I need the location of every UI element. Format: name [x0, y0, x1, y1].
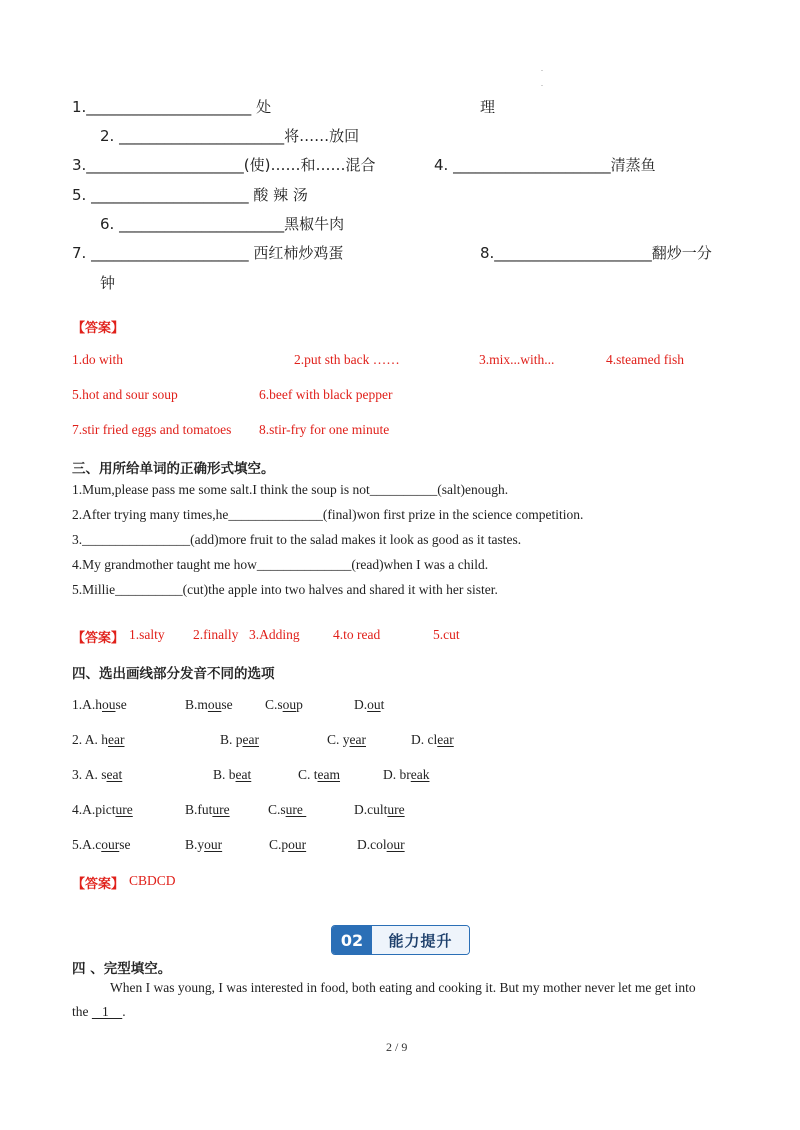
underlined-letters: ou — [102, 697, 116, 712]
fill-in-item: 3.________________(add)more fruit to the salad makes it look as good as it tastes. — [72, 532, 522, 547]
underlined-letters: ear — [108, 732, 125, 747]
vocab-answer: 5.hot and sour soup — [72, 387, 178, 402]
vocab-item-8: 8._____________________翻炒一分 — [480, 244, 712, 262]
vocab-answer: 8.stir-fry for one minute — [259, 422, 390, 437]
fill-in-answer: 2.finally — [193, 627, 239, 642]
fill-in-answer: 3.Adding — [249, 627, 300, 642]
underlined-letters: eat — [106, 767, 123, 782]
section-heading: 三、用所给单词的正确形式填空。 — [72, 461, 275, 477]
underlined-letters: ear — [242, 732, 259, 747]
cloze-blank: 1 — [91, 1004, 123, 1019]
vocab-answer: 4.steamed fish — [606, 352, 684, 367]
underlined-letters: ure — [212, 802, 230, 817]
pronunciation-option: 4.A.picture — [72, 802, 133, 817]
vocab-item-7: 7. _____________________ 西红柿炒鸡蛋 — [72, 244, 344, 262]
fill-in-item: 2.After trying many times,he______________(final)won first prize in the science competition. — [72, 507, 584, 522]
pronunciation-option: 5.A.course — [72, 837, 131, 852]
section-badge — [331, 925, 470, 955]
badge-title: 能力提升 — [372, 926, 469, 954]
vocab-answer: 3.mix...with... — [479, 352, 555, 367]
pronunciation-option: D. clear — [411, 732, 454, 747]
fill-in-answer: 5.cut — [433, 627, 460, 642]
pronunciation-option: 1.A.house — [72, 697, 127, 712]
page-number: 2 / 9 — [386, 1040, 408, 1054]
vocab-answer: 2.put sth back …… — [294, 352, 400, 367]
pronunciation-option: D. break — [383, 767, 430, 782]
badge-number: 02 — [332, 926, 372, 954]
underlined-letters: eat — [235, 767, 252, 782]
pronunciation-option: D.culture — [354, 802, 405, 817]
fill-in-item: 5.Millie__________(cut)the apple into two halves and shared it with her sister. — [72, 582, 498, 597]
vocab-item-1-tail: 理 — [480, 98, 496, 116]
pronunciation-answer: CBDCD — [129, 873, 176, 888]
pronunciation-option: B. pear — [220, 732, 259, 747]
pronunciation-option: D.out — [354, 697, 385, 712]
underlined-letters: our — [386, 837, 405, 852]
section-heading: 四 、完型填空。 — [72, 961, 172, 977]
fill-in-answer: 4.to read — [333, 627, 381, 642]
section-heading: 四、选出画线部分发音不同的选项 — [72, 666, 275, 682]
vocab-item-2: 2. ______________________将……放回 — [100, 127, 360, 145]
pronunciation-option: C.sure — [268, 802, 307, 817]
cloze-paragraph-line2: the 1 . — [72, 1004, 126, 1019]
pronunciation-option: C.pour — [269, 837, 307, 852]
vocab-answer: 7.stir fried eggs and tomatoes — [72, 422, 232, 437]
vocab-item-4: 4. _____________________清蒸鱼 — [434, 156, 656, 174]
vocab-answer: 6.beef with black pepper — [259, 387, 393, 402]
vocab-item-1: 1.______________________ 处 — [72, 98, 272, 116]
fill-in-item: 1.Mum,please pass me some salt.I think the soup is not__________(salt)enough. — [72, 482, 509, 497]
underlined-letters: ure — [387, 802, 405, 817]
vocab-answer: 1.do with — [72, 352, 124, 367]
underlined-letters: ear — [349, 732, 366, 747]
underlined-letters: ou — [207, 697, 222, 712]
underlined-letters: ure — [285, 802, 307, 817]
underlined-letters: ure — [115, 802, 133, 817]
pronunciation-option: 2. A. hear — [72, 732, 125, 747]
underlined-letters: eak — [410, 767, 430, 782]
underlined-letters: our — [101, 837, 120, 852]
answer-label: 【答案】 — [72, 631, 125, 646]
underlined-letters: ou — [367, 697, 381, 712]
vocab-item-6: 6. ______________________黑椒牛肉 — [100, 215, 345, 233]
pronunciation-option: C. team — [298, 767, 341, 782]
fill-in-answer: 1.salty — [129, 627, 165, 642]
pronunciation-option: B.future — [185, 802, 230, 817]
pronunciation-option: C.soup — [265, 697, 303, 712]
pronunciation-option: B.mouse — [185, 697, 233, 712]
underlined-letters: eam — [317, 767, 341, 782]
pronunciation-option: 3. A. seat — [72, 767, 123, 782]
pronunciation-option: B.your — [185, 837, 223, 852]
vocab-item-3: 3._____________________(使)……和……混合 — [72, 156, 376, 174]
underlined-letters: ou — [282, 697, 297, 712]
answer-label: 【答案】 — [72, 877, 125, 892]
pronunciation-option: D.colour — [357, 837, 405, 852]
underlined-letters: our — [204, 837, 223, 852]
header-dot: . — [541, 79, 543, 88]
underlined-letters: our — [288, 837, 307, 852]
underlined-letters: ear — [437, 732, 454, 747]
answer-label: 【答案】 — [72, 321, 125, 336]
fill-in-item: 4.My grandmother taught me how______________(read)when I was a child. — [72, 557, 489, 572]
vocab-item-5: 5. _____________________ 酸 辣 汤 — [72, 186, 308, 204]
header-dot: . — [541, 64, 543, 73]
cloze-paragraph: When I was young, I was interested in food, both eating and cooking it. But my mother never let me get into — [110, 980, 696, 995]
pronunciation-option: C. year — [327, 732, 366, 747]
vocab-item-8-tail: 钟 — [100, 274, 116, 292]
pronunciation-option: B. beat — [213, 767, 252, 782]
